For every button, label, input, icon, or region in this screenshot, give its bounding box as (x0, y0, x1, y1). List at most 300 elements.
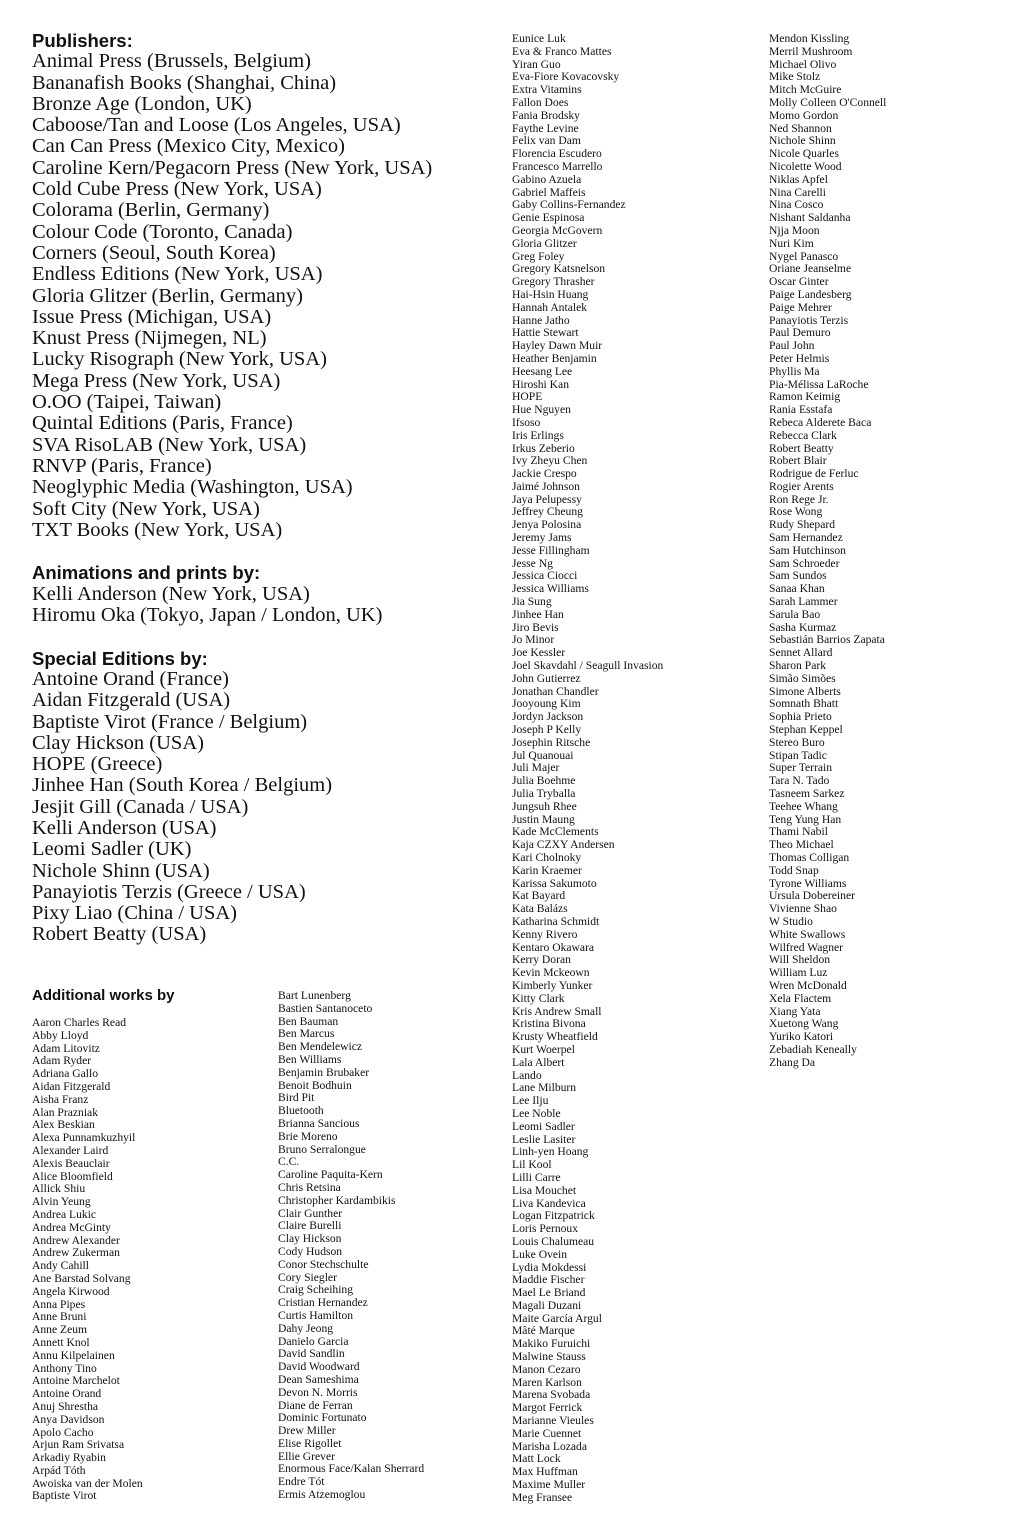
list-item: Jinhee Han (South Korea / Belgium) (32, 774, 333, 797)
list-item: Kevin Mckeown (512, 966, 590, 980)
list-item: Sarula Bao (769, 607, 821, 621)
list-item: David Woodward (278, 1360, 360, 1374)
list-item: Ursula Dobereiner (769, 889, 855, 903)
list-item: Andrew Alexander (32, 1233, 120, 1247)
list-item: Jackie Crespo (512, 467, 577, 481)
list-item: Nicolette Wood (769, 159, 842, 173)
list-item: Cold Cube Press (New York, USA) (32, 178, 322, 201)
list-item: Brie Moreno (278, 1129, 338, 1143)
list-item: Nina Cosco (769, 198, 824, 212)
list-item: Rebeca Alderete Baca (769, 415, 872, 429)
list-item: Kelli Anderson (New York, USA) (32, 582, 310, 605)
list-item: Njja Moon (769, 223, 820, 237)
list-item: Leomi Sadler (UK) (32, 838, 192, 861)
list-item: Annu Kilpelainen (32, 1348, 115, 1362)
list-item: Karin Kraemer (512, 863, 582, 877)
list-item: Thomas Colligan (769, 851, 850, 864)
list-item: Joel Skavdahl / Seagull Invasion (512, 659, 664, 673)
list-item: Andrea Lukic (32, 1207, 97, 1221)
list-item: Gloria Glitzer (Berlin, Germany) (32, 284, 303, 307)
list-item: Allick Shiu (32, 1182, 86, 1196)
list-item: Kelli Anderson (USA) (32, 816, 217, 839)
list-item: Sarah Lammer (769, 595, 838, 609)
list-item: Arkadiy Ryabin (32, 1451, 106, 1465)
list-item: Super Terrain (769, 761, 833, 775)
list-item: Kris Andrew Small (512, 1004, 602, 1018)
list-item: Iris Erlings (512, 428, 564, 442)
main-credits (32, 30, 502, 946)
list-item: Alexa Punnamkuzhyil (32, 1131, 136, 1145)
list-item: Francesco Marrello (512, 159, 603, 173)
list-item: Rodrigue de Ferluc (769, 467, 859, 481)
list-item: Louis Chalumeau (512, 1234, 595, 1248)
list-item: Caroline Kern/Pegacorn Press (New York, USA) (32, 156, 433, 179)
list-item: Rania Esstafa (769, 403, 833, 417)
list-item: Soft City (New York, USA) (32, 497, 260, 520)
list-item: Luke Ovein (512, 1247, 568, 1261)
animations-list (32, 584, 502, 627)
additional-works-column-4 (769, 33, 886, 1070)
list-item: Joe Kessler (512, 646, 566, 660)
list-item: Simão Simões (769, 671, 836, 685)
list-item: Faythe Levine (512, 121, 579, 135)
list-item: Arjun Ram Srivatsa (32, 1438, 125, 1452)
list-item: Sam Hernandez (769, 531, 843, 545)
list-item: Justin Maung (512, 812, 575, 826)
list-item: Colour Code (Toronto, Canada) (32, 220, 293, 243)
list-item: Paige Landesberg (769, 287, 852, 301)
list-item: Linh-yen Hoang (512, 1145, 589, 1159)
list-item: Makiko Furuichi (512, 1337, 591, 1351)
list-item: Tasneem Sarkez (769, 787, 845, 801)
list-item: Jonathan Chandler (512, 684, 599, 698)
list-item: Devon N. Morris (278, 1385, 358, 1399)
list-item: Jia Sung (512, 595, 552, 609)
list-item: W Studio (769, 914, 813, 928)
list-item: Marianne Vieules (512, 1414, 594, 1428)
list-item: Lilli Carre (512, 1170, 561, 1184)
list-item: Aidan Fitzgerald (USA) (32, 689, 231, 712)
list-item: Kaja CZXY Andersen (512, 838, 615, 852)
list-item: Jessica Ciocci (512, 569, 578, 583)
list-item: Wilfred Wagner (769, 940, 844, 954)
list-item: Eunice Luk (512, 32, 566, 45)
list-item: Jul Quanouai (512, 748, 574, 762)
list-item: Marie Cuennet (512, 1426, 582, 1440)
list-item: Leslie Lasiter (512, 1132, 576, 1146)
list-item: Baptiste Virot (32, 1489, 97, 1503)
list-item: Anne Bruni (32, 1310, 87, 1324)
list-item: Sennet Allard (769, 646, 833, 660)
list-item: Lucky Risograph (New York, USA) (32, 348, 327, 371)
list-item: Merril Mushroom (769, 44, 853, 58)
list-item: O.OO (Taipei, Taiwan) (32, 391, 222, 414)
list-item: Peter Helmis (769, 351, 830, 365)
list-item: Ned Shannon (769, 121, 832, 135)
list-item: Aaron Charles Read (32, 1016, 127, 1029)
list-item: HOPE (Greece) (32, 753, 163, 776)
list-item: Christopher Kardambikis (278, 1193, 396, 1207)
list-item: Tyrone Williams (769, 876, 847, 890)
list-item: Heesang Lee (512, 364, 573, 378)
list-item: Hiroshi Kan (512, 377, 569, 391)
publishers-heading: Publishers: (32, 30, 133, 51)
list-item: Jo Minor (512, 633, 555, 647)
list-item: Molly Colleen O'Connell (769, 95, 887, 109)
list-item: Somnath Bhatt (769, 697, 839, 711)
list-item: Andrea McGinty (32, 1220, 111, 1234)
list-item: Bruno Serralongue (278, 1142, 366, 1156)
list-item: Alex Beskian (32, 1118, 95, 1132)
list-item: Jeremy Jams (512, 531, 572, 545)
list-item: Curtis Hamilton (278, 1308, 354, 1322)
list-item: Ramon Keimig (769, 390, 841, 404)
list-item: Nichole Shinn (USA) (32, 859, 210, 882)
list-item: Mike Stolz (769, 70, 821, 84)
list-item: Marena Svobada (512, 1388, 591, 1402)
list-item: Jordyn Jackson (512, 710, 584, 724)
list-item: Alice Bloomfield (32, 1169, 113, 1183)
list-item: Eva & Franco Mattes (512, 44, 612, 58)
list-item: Mael Le Briand (512, 1286, 586, 1300)
list-item: Juli Majer (512, 761, 560, 775)
list-item: Caboose/Tan and Loose (Los Angeles, USA) (32, 114, 401, 137)
list-item: Ben Bauman (278, 1014, 339, 1028)
list-item: Sasha Kurmaz (769, 620, 837, 634)
list-item: Alexis Beauclair (32, 1156, 110, 1170)
list-item: Matt Lock (512, 1452, 561, 1466)
spacer (32, 541, 502, 562)
list-item: Kari Cholnoky (512, 851, 582, 864)
list-item: Jesse Ng (512, 556, 553, 570)
additional-works-column-1 (32, 1017, 143, 1503)
special-editions-heading: Special Editions by: (32, 647, 208, 669)
list-item: Clair Gunther (278, 1206, 343, 1220)
additional-works-heading: Additional works by (32, 987, 175, 1004)
list-item: Bart Lunenberg (278, 989, 351, 1002)
list-item: Jungsuh Rhee (512, 799, 577, 813)
list-item: Paul Demuro (769, 326, 831, 340)
list-item: Mendon Kissling (769, 32, 850, 45)
list-item: Bluetooth (278, 1104, 324, 1118)
list-item: Fallon Does (512, 95, 569, 109)
list-item: Liva Kandevica (512, 1196, 586, 1210)
list-item: Lee Noble (512, 1106, 561, 1120)
list-item: Ellie Grever (278, 1449, 335, 1463)
list-item: Greg Foley (512, 249, 565, 263)
list-item: Anthony Tino (32, 1361, 97, 1375)
list-item: Animal Press (Brussels, Belgium) (32, 50, 312, 73)
list-item: Eva-Fiore Kovacovsky (512, 70, 620, 84)
list-item: Nuri Kim (769, 236, 814, 250)
list-item: Sam Schroeder (769, 556, 840, 570)
list-item: Benoit Bodhuin (278, 1078, 352, 1092)
list-item: Kade McClements (512, 825, 599, 839)
list-item: Claire Burelli (278, 1219, 342, 1233)
list-item: Craig Scheihing (278, 1283, 354, 1297)
list-item: Angela Kirwood (32, 1284, 110, 1298)
list-item: Krusty Wheatfield (512, 1030, 598, 1044)
list-item: Elise Rigollet (278, 1436, 342, 1450)
list-item: Rogier Arents (769, 479, 834, 493)
list-item: Maxime Muller (512, 1478, 586, 1492)
list-item: Hue Nguyen (512, 403, 571, 417)
list-item: Marisha Lozada (512, 1439, 588, 1453)
list-item: Panayiotis Terzis (769, 313, 849, 327)
list-item: Paul John (769, 339, 815, 353)
list-item: Jiro Bevis (512, 620, 559, 634)
list-item: Drew Miller (278, 1424, 336, 1438)
list-item: Maite García Argul (512, 1311, 602, 1325)
list-item: Margot Ferrick (512, 1401, 583, 1415)
list-item: Todd Snap (769, 863, 819, 877)
list-item: Hai-Hsin Huang (512, 287, 589, 301)
list-item: Colorama (Berlin, Germany) (32, 199, 270, 222)
list-item: Logan Fitzpatrick (512, 1209, 595, 1223)
additional-works-column-2 (278, 990, 424, 1502)
list-item: Lisa Mouchet (512, 1183, 577, 1197)
list-item: Georgia McGovern (512, 223, 603, 237)
list-item: Nina Carelli (769, 185, 826, 199)
list-item: Kristina Bivona (512, 1017, 586, 1031)
list-item: Oscar Ginter (769, 275, 829, 289)
list-item: Rebecca Clark (769, 428, 837, 442)
list-item: Julia Boehme (512, 774, 576, 788)
list-item: Nygel Panasco (769, 249, 839, 263)
list-item: Danielo Garcia (278, 1334, 349, 1348)
list-item: Mâté Marque (512, 1324, 575, 1338)
list-item: Genie Espinosa (512, 211, 585, 225)
spacer (32, 626, 502, 647)
list-item: Clay Hickson (USA) (32, 731, 204, 754)
list-item: Diane de Ferran (278, 1398, 353, 1412)
list-item: Arpád Tóth (32, 1463, 86, 1477)
list-item: Antoine Marchelot (32, 1374, 120, 1388)
list-item: Thami Nabil (769, 825, 828, 839)
list-item: Tara N. Tado (769, 774, 830, 788)
list-item: Anya Davidson (32, 1412, 105, 1426)
list-item: Stephan Keppel (769, 723, 843, 737)
list-item: Jenya Polosina (512, 518, 582, 532)
list-item: Hannah Antalek (512, 300, 588, 314)
list-item: Cristian Hernandez (278, 1296, 368, 1310)
list-item: Baptiste Virot (France / Belgium) (32, 710, 308, 733)
list-item: Maddie Fischer (512, 1273, 585, 1287)
list-item: Gabriel Maffeis (512, 185, 586, 199)
list-item: Andrew Zukerman (32, 1246, 120, 1260)
list-item: Meg Fransee (512, 1490, 573, 1504)
list-item: Zebadiah Keneally (769, 1042, 857, 1056)
list-item: Rudy Shepard (769, 518, 836, 532)
list-item: Phyllis Ma (769, 364, 820, 378)
list-item: Lydia Mokdessi (512, 1260, 587, 1274)
list-item: Anna Pipes (32, 1297, 86, 1311)
list-item: Stipan Tadic (769, 748, 827, 762)
list-item: Extra Vitamins (512, 83, 582, 97)
list-item: Xiang Yata (769, 1004, 821, 1018)
list-item: Quintal Editions (Paris, France) (32, 412, 293, 435)
list-item: Kentaro Okawara (512, 940, 595, 954)
list-item: Paige Mehrer (769, 300, 832, 314)
list-item: Lando (512, 1068, 542, 1082)
list-item: Anuj Shrestha (32, 1399, 99, 1413)
list-item: Bird Pit (278, 1091, 315, 1105)
list-item: Oriane Jeanselme (769, 262, 852, 276)
list-item: Heather Benjamin (512, 351, 597, 365)
list-item: Niklas Apfel (769, 172, 828, 186)
list-item: Irkus Zeberio (512, 441, 575, 455)
list-item: Magali Duzani (512, 1298, 582, 1312)
list-item: Dominic Fortunato (278, 1411, 367, 1425)
list-item: Ane Barstad Solvang (32, 1271, 131, 1285)
list-item: Bananafish Books (Shanghai, China) (32, 71, 337, 94)
list-item: Annett Knol (32, 1335, 90, 1349)
additional-works-column-3 (512, 33, 663, 1505)
list-item: Hanne Jatho (512, 313, 570, 327)
list-item: Endless Editions (New York, USA) (32, 263, 323, 286)
list-item: Pia-Mélissa LaRoche (769, 377, 869, 391)
list-item: Sebastián Barrios Zapata (769, 633, 885, 647)
list-item: Nishant Saldanha (769, 211, 851, 225)
list-item: Lala Albert (512, 1055, 565, 1069)
list-item: Lil Kool (512, 1158, 552, 1172)
list-item: Sophia Prieto (769, 710, 832, 724)
list-item: Cody Hudson (278, 1244, 343, 1258)
list-item: Fania Brodsky (512, 108, 580, 122)
list-item: Ron Rege Jr. (769, 492, 829, 506)
list-item: Josephin Ritsche (512, 735, 591, 749)
list-item: Dahy Jeong (278, 1321, 334, 1335)
list-item: Conor Stechschulte (278, 1257, 369, 1271)
list-item: Jesjit Gill (Canada / USA) (32, 795, 249, 818)
list-item: Stereo Buro (769, 735, 825, 749)
special-editions-list (32, 669, 502, 946)
list-item: Alexander Laird (32, 1143, 109, 1157)
list-item: Sanaa Khan (769, 582, 825, 596)
list-item: Joseph P Kelly (512, 723, 582, 737)
list-item: Issue Press (Michigan, USA) (32, 305, 272, 328)
list-item: Momo Gordon (769, 108, 839, 122)
list-item: Gregory Thrasher (512, 275, 595, 289)
list-item: Kitty Clark (512, 991, 565, 1005)
list-item: Hiromu Oka (Tokyo, Japan / London, UK) (32, 604, 383, 627)
list-item: Can Can Press (Mexico City, Mexico) (32, 135, 345, 158)
list-item: Awoiska van der Molen (32, 1476, 143, 1490)
list-item: TXT Books (New York, USA) (32, 518, 283, 541)
list-item: Will Sheldon (769, 953, 831, 967)
list-item: Katharina Schmidt (512, 914, 600, 928)
list-item: Florencia Escudero (512, 147, 602, 161)
list-item: Bronze Age (London, UK) (32, 92, 252, 115)
list-item: Jessica Williams (512, 582, 589, 596)
list-item: Apolo Cacho (32, 1425, 94, 1439)
list-item: Ben Marcus (278, 1027, 335, 1041)
list-item: Panayiotis Terzis (Greece / USA) (32, 880, 306, 903)
list-item: Alan Prazniak (32, 1105, 98, 1119)
list-item: Mega Press (New York, USA) (32, 369, 281, 392)
list-item: Andy Cahill (32, 1259, 90, 1273)
list-item: Jinhee Han (512, 607, 564, 621)
list-item: Nicole Quarles (769, 147, 839, 161)
list-item: Brianna Sancious (278, 1116, 360, 1130)
list-item: Malwine Stauss (512, 1350, 586, 1364)
list-item: Pixy Liao (China / USA) (32, 902, 237, 925)
list-item: Wren McDonald (769, 978, 847, 992)
list-item: RNVP (Paris, France) (32, 454, 212, 477)
list-item: Alvin Yeung (32, 1195, 91, 1209)
list-item: Abby Lloyd (32, 1028, 89, 1042)
publishers-list (32, 51, 502, 541)
list-item: Kerry Doran (512, 953, 571, 967)
list-item: Yuriko Katori (769, 1030, 834, 1044)
list-item: Jooyoung Kim (512, 697, 581, 711)
list-item: Jaimé Johnson (512, 479, 580, 493)
list-item: Antoine Orand (32, 1387, 102, 1401)
list-item: Aidan Fitzgerald (32, 1079, 111, 1093)
list-item: Anne Zeum (32, 1323, 88, 1337)
list-item: Michael Olivo (769, 57, 837, 71)
list-item: Ifsoso (512, 415, 541, 429)
list-item: Dean Sameshima (278, 1372, 359, 1386)
list-item: Knust Press (Nijmegen, NL) (32, 327, 267, 350)
list-item: Gloria Glitzer (512, 236, 577, 250)
list-item: Kimberly Yunker (512, 978, 593, 992)
list-item: John Gutierrez (512, 671, 581, 685)
list-item: Maren Karlson (512, 1375, 582, 1389)
list-item: Robert Beatty (769, 441, 834, 455)
list-item: Theo Michael (769, 838, 834, 852)
list-item: Kat Bayard (512, 889, 566, 903)
list-item: Cory Siegler (278, 1270, 337, 1284)
list-item: Xuetong Wang (769, 1017, 839, 1031)
list-item: William Luz (769, 966, 828, 980)
list-item: Neoglyphic Media (Washington, USA) (32, 476, 353, 499)
list-item: Simone Alberts (769, 684, 841, 698)
list-item: Caroline Paquita-Kern (278, 1168, 383, 1182)
list-item: Felix van Dam (512, 134, 581, 148)
list-item: Yiran Guo (512, 57, 561, 71)
list-item: Loris Pernoux (512, 1222, 579, 1236)
list-item: Adam Litovitz (32, 1041, 100, 1055)
list-item: Ben Williams (278, 1052, 342, 1066)
list-item: Ivy Zheyu Chen (512, 454, 588, 468)
list-item: HOPE (512, 390, 543, 404)
list-item: Aisha Franz (32, 1092, 89, 1106)
list-item: Gregory Katsnelson (512, 262, 606, 276)
animations-heading: Animations and prints by: (32, 562, 261, 584)
list-item: Lee Ilju (512, 1094, 549, 1108)
list-item: Ermis Atzemoglou (278, 1488, 366, 1502)
list-item: Max Huffman (512, 1465, 578, 1479)
list-item: Kurt Woerpel (512, 1042, 575, 1056)
list-item: Leomi Sadler (512, 1119, 575, 1133)
list-item: Teehee Whang (769, 799, 838, 813)
list-item: Corners (Seoul, South Korea) (32, 241, 276, 264)
list-item: White Swallows (769, 927, 846, 941)
list-item: Jesse Fillingham (512, 543, 590, 557)
list-item: Kenny Rivero (512, 927, 578, 941)
list-item: Benjamin Brubaker (278, 1065, 370, 1079)
list-item: Jeffrey Cheung (512, 505, 583, 519)
list-item: SVA RisoLAB (New York, USA) (32, 433, 307, 456)
list-item: Teng Yung Han (769, 812, 842, 826)
list-item: Chris Retsina (278, 1180, 341, 1194)
list-item: Sam Hutchinson (769, 543, 846, 557)
list-item: Robert Blair (769, 454, 827, 468)
list-item: Sam Sundos (769, 569, 827, 583)
list-item: Rose Wong (769, 505, 823, 519)
list-item: Antoine Orand (France) (32, 667, 229, 690)
